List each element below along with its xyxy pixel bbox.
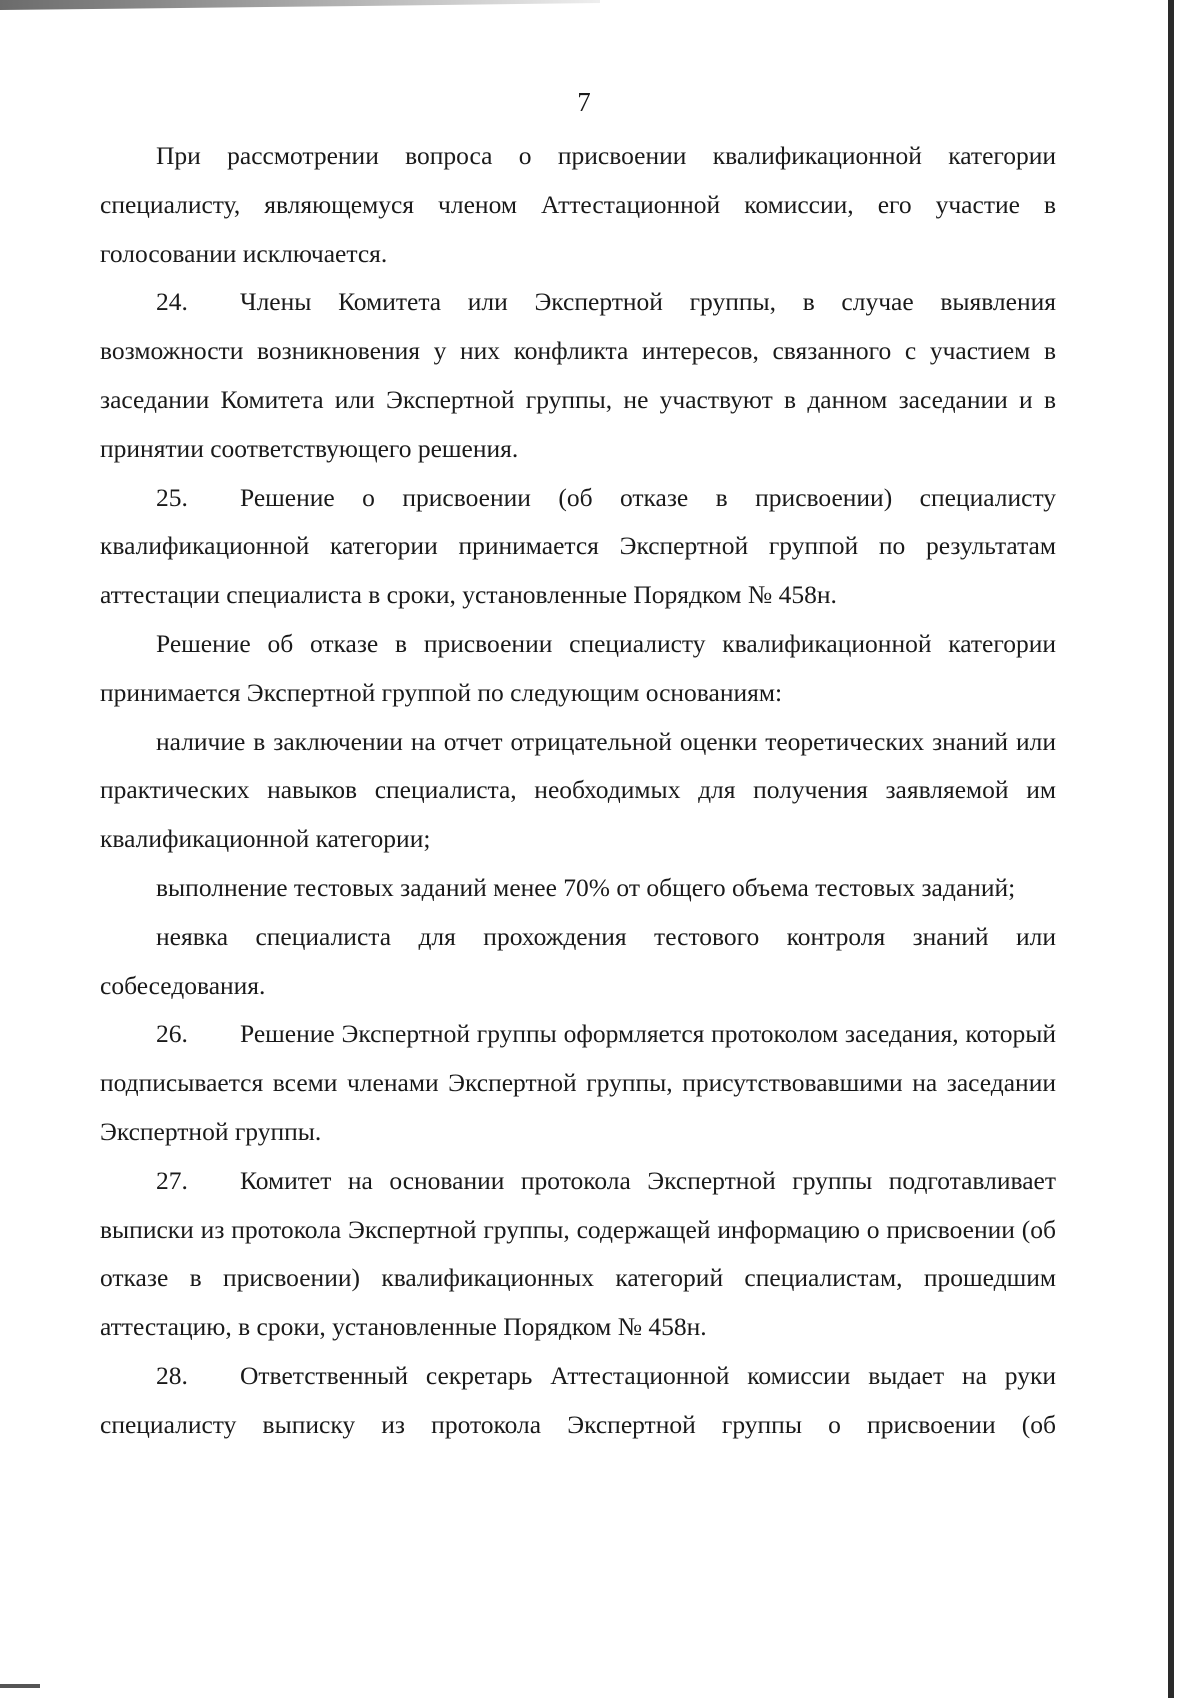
paragraph-text: Решение о присвоении (об отказе в присвоении) специалисту квалификационной категории принимается Экспертной группой по результатам аттестации специалиста в сроки, установленные Порядком № 458н. xyxy=(100,482,1056,610)
page-number: 7 xyxy=(577,87,591,117)
paragraph-25 xyxy=(100,474,1056,620)
list-item-negative-assessment xyxy=(100,718,1056,864)
paragraph-27 xyxy=(100,1157,1056,1352)
paragraph-number: 24. xyxy=(156,287,188,317)
paragraph-text: Комитет на основании протокола Экспертной группы подготавливает выписки из протокола Экспертной группы, содержащей информацию о присвоении (об отказе в присвоении) квалификационных категорий специалистам, прошедшим аттестацию, в сроки, установленные Порядком № 458н. xyxy=(100,1165,1056,1342)
list-item-test-threshold xyxy=(100,864,1056,913)
paragraph-number: 27. xyxy=(156,1165,188,1195)
paragraph-text: выполнение тестовых заданий менее 70% от общего объема тестовых заданий; xyxy=(156,872,1016,902)
paragraph-text: Решение Экспертной группы оформляется протоколом заседания, который подписывается всеми членами Экспертной группы, присутствовавшими на заседании Экспертной группы. xyxy=(100,1019,1056,1146)
scan-artifact-top xyxy=(0,0,600,10)
paragraph-24 xyxy=(100,278,1056,473)
paragraph-number: 26. xyxy=(156,1019,188,1049)
paragraph-text: неявка специалиста для прохождения тестового контроля знаний или собеседования. xyxy=(100,921,1056,1000)
paragraph-text: Решение об отказе в присвоении специалисту квалификационной категории принимается Экспертной группой по следующим основаниям: xyxy=(100,628,1056,707)
scan-margin-right xyxy=(1174,0,1200,1698)
paragraph-text: Ответственный секретарь Аттестационной комиссии выдает на руки специалисту выписку из протокола Экспертной группы о присвоении (об xyxy=(100,1360,1056,1439)
paragraph-26 xyxy=(100,1010,1056,1156)
paragraph-28 xyxy=(100,1352,1056,1450)
scan-artifact-bottom xyxy=(0,1684,40,1688)
paragraph-text: При рассмотрении вопроса о присвоении квалификационной категории специалисту, являющемуся членом Аттестационной комиссии, его участие в голосовании исключается. xyxy=(100,141,1056,268)
list-item-absence xyxy=(100,913,1056,1011)
document-body xyxy=(100,132,1056,1450)
paragraph-number: 25. xyxy=(156,482,188,512)
paragraph-text: наличие в заключении на отчет отрицательной оценки теоретических знаний или практических навыков специалиста, необходимых для получения заявляемой им квалификационной категории; xyxy=(100,726,1056,854)
paragraph-refusal-grounds xyxy=(100,620,1056,718)
paragraph-number: 28. xyxy=(156,1360,188,1390)
paragraph-text: Члены Комитета или Экспертной группы, в случае выявления возможности возникновения у них конфликта интересов, связанного с участием в заседании Комитета или Экспертной группы, не участвуют в данном заседании и в принятии соответствующего решения. xyxy=(100,287,1056,463)
paragraph-intro xyxy=(100,132,1056,278)
